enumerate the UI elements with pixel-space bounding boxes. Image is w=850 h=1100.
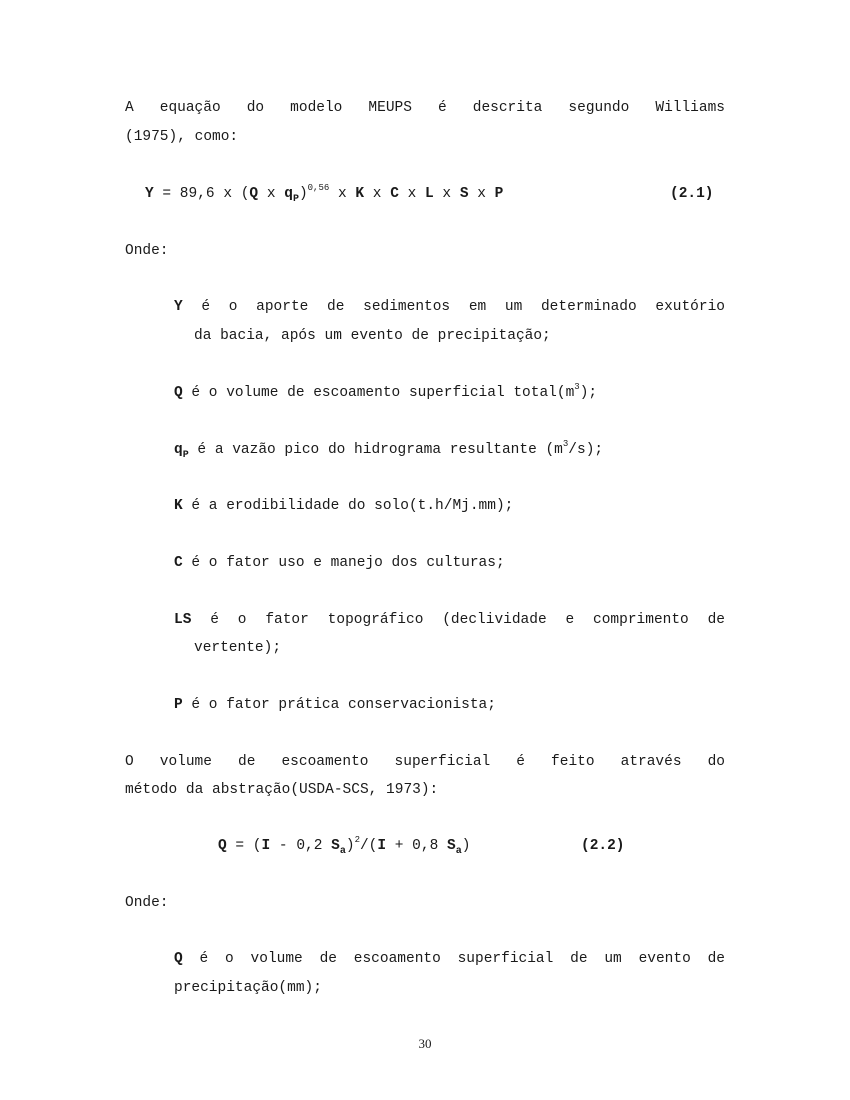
eq-symbol-p: P — [494, 186, 504, 202]
eq-subscript-a: a — [339, 845, 346, 857]
eq-times: x — [468, 186, 495, 202]
def-text: é a erodibilidade do solo(t.h/Mj.mm); — [182, 498, 514, 514]
eq-text: - 0,2 — [270, 838, 332, 854]
eq-text: = ( — [226, 838, 262, 854]
def-subscript: P — [182, 449, 189, 461]
eq-symbol-qp: q — [284, 186, 293, 202]
definition-qp — [174, 439, 604, 461]
eq-symbol-q: Q — [249, 186, 259, 202]
eq-symbol-i: I — [377, 838, 387, 854]
eq-text: = 89,6 x ( — [153, 186, 250, 202]
definition-y-cont: da bacia, após um evento de precipitação; — [194, 328, 551, 344]
eq-symbol-s: S — [447, 838, 456, 854]
definition-p — [174, 697, 496, 713]
eq-subscript-a: a — [455, 845, 462, 857]
def-symbol: C — [174, 555, 183, 571]
eq-text: /( — [359, 838, 378, 854]
para2-line-2: método da abstração(USDA-SCS, 1973): — [125, 782, 439, 798]
definition-q-event — [174, 951, 725, 967]
equation-number-2-1 — [670, 186, 714, 202]
para2-line-1: O volume de escoamento superficial é feito através do — [125, 754, 725, 770]
def-text: é o fator topográfico (declividade e comprimento de — [191, 612, 725, 628]
eq-subscript-p: P — [292, 193, 299, 205]
eq-symbol-l: L — [425, 186, 434, 202]
definition-q — [174, 382, 598, 401]
def-text-end: ); — [579, 385, 598, 401]
definition-c — [174, 555, 505, 571]
def-symbol: LS — [174, 612, 192, 628]
def-text: é a vazão pico do hidrograma resultante (m — [188, 442, 563, 458]
equation-number-2-2 — [581, 838, 625, 854]
eq-times: x — [258, 186, 285, 202]
def-text: é o aporte de sedimentos em um determinado exutório — [182, 299, 725, 315]
intro-line-1: A equação do modelo MEUPS é descrita segundo Williams — [125, 100, 725, 116]
eq-symbol-k: K — [355, 186, 365, 202]
equation-2-2 — [218, 835, 471, 857]
def-text-end: /s); — [568, 442, 604, 458]
eq-times: x — [364, 186, 391, 202]
definition-y — [174, 299, 725, 315]
def-text: é o volume de escoamento superficial de um evento de — [182, 951, 725, 967]
definition-ls-cont: vertente); — [194, 640, 282, 656]
def-text: é o volume de escoamento superficial total(m — [182, 385, 575, 401]
def-superscript: 3 — [574, 382, 580, 393]
eq-times: x — [398, 186, 425, 202]
intro-line-2: (1975), como: — [125, 129, 239, 145]
def-symbol: K — [174, 498, 183, 514]
eq-symbol-y: Y — [145, 186, 154, 202]
eq-symbol-c: C — [390, 186, 399, 202]
eq-symbol-s: S — [331, 838, 340, 854]
definition-k — [174, 498, 513, 514]
eq-times: x — [329, 186, 356, 202]
def-text: é o fator prática conservacionista; — [182, 697, 496, 713]
def-symbol: Y — [174, 299, 183, 315]
eq-text: + 0,8 — [386, 838, 447, 854]
eq-number: (2.1) — [670, 186, 714, 202]
onde-label-1: Onde: — [125, 243, 169, 259]
eq-number: (2.2) — [581, 838, 625, 854]
eq-symbol-i: I — [261, 838, 271, 854]
eq-symbol-q: Q — [218, 838, 227, 854]
eq-symbol-s: S — [459, 186, 469, 202]
definition-q-event-cont: precipitação(mm); — [174, 980, 322, 996]
definition-ls — [174, 612, 725, 628]
def-symbol: Q — [174, 951, 183, 967]
equation-2-1 — [145, 183, 504, 205]
eq-paren: ) — [345, 838, 355, 854]
eq-paren: ) — [461, 838, 471, 854]
eq-paren: ) — [298, 186, 308, 202]
def-symbol: P — [174, 697, 183, 713]
onde-label-2: Onde: — [125, 895, 169, 911]
def-symbol: q — [174, 442, 183, 458]
def-symbol: Q — [174, 385, 183, 401]
def-text: é o fator uso e manejo dos culturas; — [182, 555, 505, 571]
eq-exponent: 2 — [354, 835, 360, 846]
def-superscript: 3 — [562, 439, 569, 450]
eq-times: x — [433, 186, 460, 202]
page-number: 30 — [418, 1036, 432, 1051]
eq-exponent: 0,56 — [307, 183, 330, 194]
